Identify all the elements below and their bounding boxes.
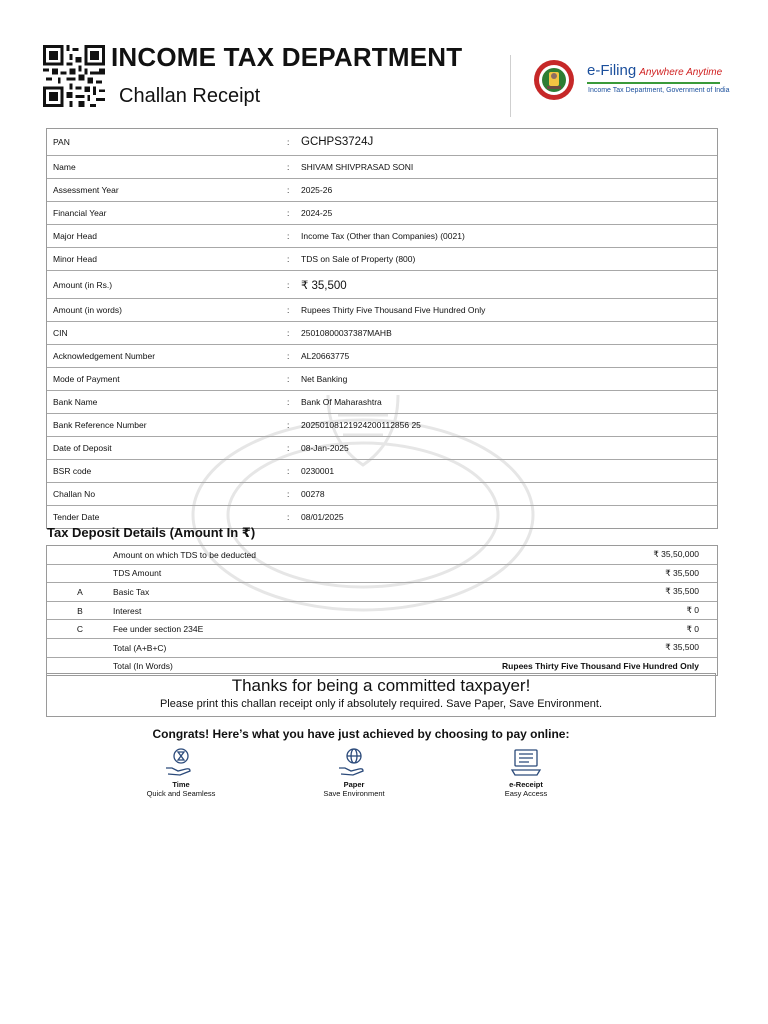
benefit-title: e-Receipt <box>509 780 543 789</box>
tax-row-description: Total (In Words) <box>113 661 173 672</box>
detail-row-amount-words <box>47 298 717 321</box>
detail-row-acknowledgement <box>47 344 717 367</box>
detail-value: ₹ 35,500 <box>301 279 347 292</box>
tax-row <box>47 638 717 657</box>
tax-row <box>47 601 717 620</box>
globe-hand-icon <box>337 748 371 778</box>
detail-label: Mode of Payment <box>53 374 120 384</box>
efiling-brand <box>587 62 722 79</box>
tax-row <box>47 564 717 583</box>
detail-label: Minor Head <box>53 254 97 264</box>
detail-colon: : <box>287 351 290 361</box>
benefit-subtitle: Easy Access <box>504 789 548 798</box>
detail-colon: : <box>287 489 290 499</box>
e-receipt-icon <box>509 748 543 778</box>
detail-row-minor-head <box>47 247 717 270</box>
efiling-text: e-Filing <box>587 62 637 79</box>
detail-row-financial-year <box>47 201 717 224</box>
detail-label: Major Head <box>53 231 97 241</box>
detail-colon: : <box>287 397 290 407</box>
detail-colon: : <box>287 231 290 241</box>
benefit-title: Paper <box>343 780 365 789</box>
department-title: INCOME TAX DEPARTMENT <box>111 42 463 72</box>
receipt-title: Challan Receipt <box>119 85 261 107</box>
detail-colon: : <box>287 254 290 264</box>
detail-row-major-head <box>47 224 717 247</box>
detail-label: Amount (in Rs.) <box>53 279 113 290</box>
detail-row-mode-of-payment <box>47 367 717 390</box>
tax-row-code: A <box>77 586 83 597</box>
detail-value: 08/01/2025 <box>301 512 344 522</box>
detail-label: Name <box>53 162 76 172</box>
detail-row-bank-reference <box>47 413 717 436</box>
detail-label: BSR code <box>53 466 92 476</box>
tax-row-description: Fee under section 234E <box>113 624 204 635</box>
detail-label: Acknowledgement Number <box>53 351 156 361</box>
benefit-paper <box>294 748 414 798</box>
detail-value: 0230001 <box>301 466 335 476</box>
detail-value: 25010800037387MAHB <box>301 328 392 338</box>
tax-row-description: Interest <box>113 605 142 616</box>
tax-deposit-table <box>46 545 718 676</box>
tax-row-code: B <box>77 605 83 616</box>
tax-row-amount: Rupees Thirty Five Thousand Five Hundred Only <box>502 661 699 672</box>
tax-row-description: Total (A+B+C) <box>113 642 167 653</box>
detail-row-bsr-code <box>47 459 717 482</box>
detail-colon: : <box>287 512 290 522</box>
detail-label: Tender Date <box>53 512 100 522</box>
detail-colon: : <box>287 328 290 338</box>
detail-colon: : <box>287 137 290 147</box>
detail-value: GCHPS3724J <box>301 136 374 148</box>
tax-row <box>47 546 717 564</box>
benefit-time <box>121 748 241 798</box>
detail-colon: : <box>287 185 290 195</box>
tax-row-amount: ₹ 35,500 <box>665 642 699 653</box>
efiling-subtext: Income Tax Department, Government of India <box>588 87 730 94</box>
detail-value: 08-Jan-2025 <box>301 443 349 453</box>
tax-row-amount: ₹ 35,500 <box>665 567 699 578</box>
detail-value: 2025-26 <box>301 185 333 195</box>
detail-colon: : <box>287 374 290 384</box>
tax-row-amount: ₹ 0 <box>686 605 699 616</box>
detail-row-date-of-deposit <box>47 436 717 459</box>
detail-value: Income Tax (Other than Companies) (0021) <box>301 231 465 241</box>
tax-row-description: Amount on which TDS to be deducted <box>113 549 257 560</box>
detail-colon: : <box>287 443 290 453</box>
tax-row-amount: ₹ 35,500 <box>665 586 699 597</box>
detail-label: PAN <box>53 137 70 147</box>
emblem-icon <box>532 58 576 102</box>
detail-value: 00278 <box>301 489 325 499</box>
efiling-tagline: Anywhere Anytime <box>639 67 723 78</box>
qr-code <box>42 45 106 107</box>
detail-label: Challan No <box>53 489 96 499</box>
detail-colon: : <box>287 466 290 476</box>
detail-colon: : <box>287 279 290 290</box>
tax-row-description: TDS Amount <box>113 568 162 579</box>
detail-colon: : <box>287 305 290 315</box>
tax-row <box>47 619 717 638</box>
detail-row-assessment-year <box>47 178 717 201</box>
thanks-subtitle: Please print this challan receipt only if absolutely required. Save Paper, Save Environment. <box>159 698 603 710</box>
tax-row-amount: ₹ 35,50,000 <box>653 549 699 560</box>
detail-label: Bank Name <box>53 397 98 407</box>
detail-value: AL20663775 <box>301 351 350 361</box>
congrats-heading: Congrats! Here’s what you have just achieved by choosing to pay online: <box>152 727 570 741</box>
detail-label: Financial Year <box>53 208 107 218</box>
benefit-subtitle: Quick and Seamless <box>146 789 216 798</box>
tax-row <box>47 582 717 601</box>
tax-row-description: Basic Tax <box>113 586 150 597</box>
detail-row-bank-name <box>47 390 717 413</box>
benefit-e-receipt <box>466 748 586 798</box>
thanks-box <box>46 673 716 717</box>
detail-value: TDS on Sale of Property (800) <box>301 254 416 264</box>
detail-row-amount <box>47 270 717 298</box>
efiling-logo <box>532 58 730 102</box>
detail-label: Amount (in words) <box>53 305 122 315</box>
hourglass-hand-icon <box>164 748 198 778</box>
detail-value: Net Banking <box>301 374 348 384</box>
benefit-title: Time <box>172 780 190 789</box>
detail-value: 20250108121924200112856 25 <box>301 420 421 430</box>
detail-colon: : <box>287 420 290 430</box>
logo-rule <box>587 82 720 84</box>
tax-row-amount: ₹ 0 <box>686 623 699 634</box>
detail-value: Bank Of Maharashtra <box>301 397 382 407</box>
detail-label: Assessment Year <box>53 185 119 195</box>
detail-row-pan <box>47 129 717 155</box>
detail-row-name <box>47 155 717 178</box>
detail-label: CIN <box>53 328 68 338</box>
thanks-title: Thanks for being a committed taxpayer! <box>231 676 531 695</box>
detail-value: SHIVAM SHIVPRASAD SONI <box>301 162 414 172</box>
detail-label: Date of Deposit <box>53 443 112 453</box>
detail-value: 2024-25 <box>301 208 333 218</box>
detail-colon: : <box>287 208 290 218</box>
tax-deposit-heading: Tax Deposit Details (Amount In ₹) <box>47 525 256 540</box>
header-divider <box>510 55 511 117</box>
detail-colon: : <box>287 162 290 172</box>
tax-row-code: C <box>76 624 84 635</box>
benefit-subtitle: Save Environment <box>323 789 385 798</box>
detail-value: Rupees Thirty Five Thousand Five Hundred Only <box>301 305 486 315</box>
detail-label: Bank Reference Number <box>53 420 147 430</box>
detail-row-challan-no <box>47 482 717 505</box>
challan-details-table <box>46 128 718 529</box>
detail-row-cin <box>47 321 717 344</box>
